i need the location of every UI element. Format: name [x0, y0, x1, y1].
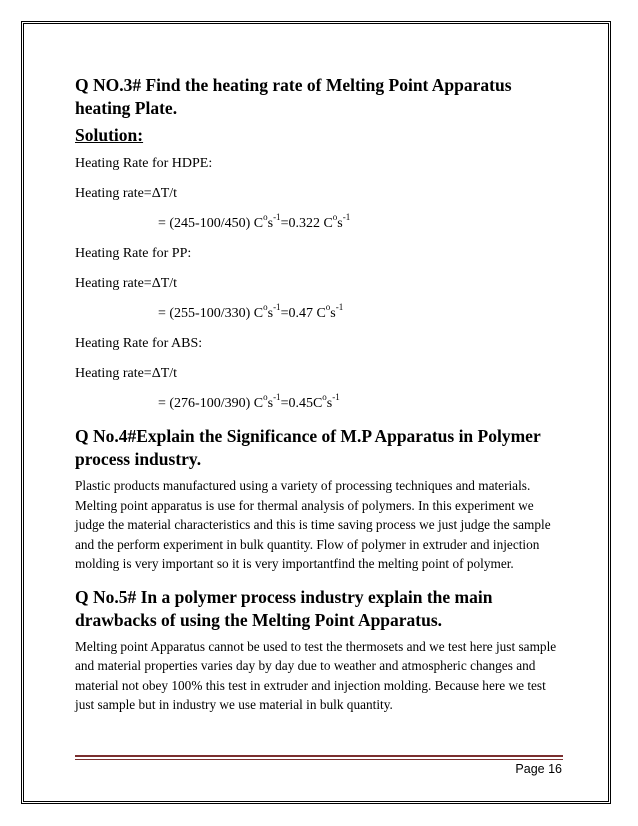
abs-formula: Heating rate=ΔT/t [75, 366, 178, 381]
q4-paragraph: Plastic products manufactured using a variety of processing techniques and materials. Melting point apparatus is use for thermal analysis of polymers. In this experiment we judge the material characteristics and this is time saving process we just judge the sample and the perform experiment in bulk quantity. Flow of polymer in extruder and injection molding is very important so it is very importantfind the melting point of polymer. [75, 478, 551, 571]
hdpe-calculation: = (245-100/450) $C^os^{-1}=0.322$ $C^os^{-1}$ [158, 212, 351, 231]
pp-formula: Heating rate=ΔT/t [75, 276, 178, 291]
abs-calculation: = (276-100/390) $C^os^{-1}=0.45C^os^{-1}$ [158, 392, 340, 411]
pp-title: Heating Rate for PP: [75, 246, 192, 261]
footer-rule [75, 755, 563, 757]
pp-calculation: = (255-100/330) $C^os^{-1}=0.47$ $C^os^{-1}$ [158, 302, 344, 321]
document-body [75, 74, 565, 727]
q4-heading: Q No.4#Explain the Significance of M.P Apparatus in Polymer process industry. [75, 426, 541, 469]
abs-title: Heating Rate for ABS: [75, 336, 203, 351]
hdpe-formula: Heating rate=ΔT/t [75, 186, 178, 201]
solution-label: Solution: [75, 125, 144, 145]
footer-rule-thin [75, 759, 563, 760]
page-number: Page 16 [515, 762, 562, 776]
q5-heading: Q No.5# In a polymer process industry explain the main drawbacks of using the Melting Point Apparatus. [75, 586, 493, 630]
q5-paragraph: Melting point Apparatus cannot be used to test the thermosets and we test here just sample and material properties varies day by day due to weather and atmospheric changes and material not obey 100% this test in extruder and injection molding. Because here we test just sample but in industry we use material in bulk quantity. [75, 638, 557, 712]
hdpe-title: Heating Rate for HDPE: [75, 156, 213, 171]
q3-heading: Q NO.3# Find the heating rate of Melting Point Apparatus heating Plate. [75, 75, 512, 118]
